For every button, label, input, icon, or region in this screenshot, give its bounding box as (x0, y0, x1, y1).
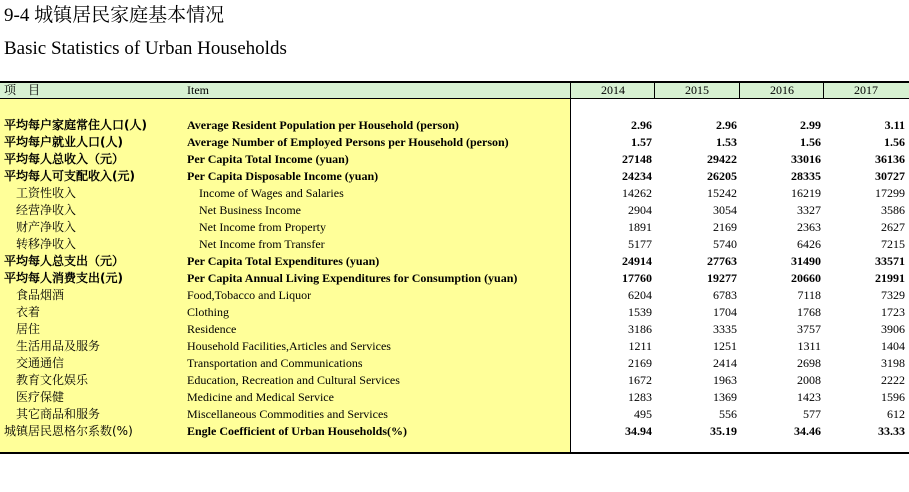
row-value-2015: 1704 (713, 305, 737, 319)
row-label-en: Clothing (187, 305, 230, 319)
row-value-2015: 26205 (707, 169, 737, 183)
row-value-2017: 3.11 (884, 118, 905, 132)
table-row (0, 423, 909, 440)
row-value-2015: 6783 (713, 288, 737, 302)
table-bottom-rule (0, 452, 909, 454)
row-label-cn: 工资性收入 (16, 186, 77, 200)
row-value-2016: 31490 (791, 254, 821, 268)
row-value-2014: 1211 (628, 339, 652, 353)
row-value-2016: 1311 (797, 339, 821, 353)
row-label-cn: 生活用品及服务 (16, 339, 101, 353)
row-value-2014: 17760 (622, 271, 652, 285)
row-label-en: Per Capita Annual Living Expenditures for Consumption (yuan) (187, 271, 518, 285)
row-value-2015: 5740 (713, 237, 737, 251)
row-value-2017: 7215 (881, 237, 905, 251)
row-value-2016: 33016 (791, 152, 821, 166)
row-value-2017: 3586 (881, 203, 905, 217)
row-value-2015: 3335 (713, 322, 737, 336)
row-value-2014: 2.96 (631, 118, 652, 132)
row-label-en: Net Income from Transfer (199, 237, 325, 251)
row-value-2014: 24234 (622, 169, 652, 183)
row-label-cn: 衣着 (16, 305, 41, 319)
row-value-2017: 3198 (881, 356, 905, 370)
row-value-2016: 2008 (797, 373, 821, 387)
row-label-cn: 转移净收入 (16, 237, 77, 251)
row-value-2017: 612 (887, 407, 905, 421)
row-value-2014: 495 (634, 407, 652, 421)
row-label-en: Food,Tobacco and Liquor (187, 288, 312, 302)
table-row (0, 355, 909, 372)
row-label-cn: 教育文化娱乐 (16, 373, 89, 387)
row-value-2014: 1672 (628, 373, 652, 387)
row-value-2014: 14262 (622, 186, 652, 200)
row-value-2017: 2627 (881, 220, 905, 234)
header-item-cn: 项 目 (4, 83, 41, 97)
row-value-2016: 3757 (797, 322, 821, 336)
row-value-2014: 1539 (628, 305, 652, 319)
row-label-cn: 平均每人总收入（元） (4, 152, 125, 166)
row-label-en: Net Business Income (199, 203, 301, 217)
row-value-2017: 1.56 (884, 135, 905, 149)
row-value-2014: 1.57 (631, 135, 652, 149)
row-label-en: Per Capita Disposable Income (yuan) (187, 169, 379, 183)
row-value-2015: 2.96 (716, 118, 737, 132)
row-value-2015: 556 (719, 407, 737, 421)
row-label-cn: 医疗保健 (16, 390, 65, 404)
row-value-2015: 19277 (707, 271, 737, 285)
row-label-cn: 其它商品和服务 (16, 407, 101, 421)
row-value-2017: 36136 (875, 152, 905, 166)
table-row (0, 236, 909, 253)
row-value-2014: 1283 (628, 390, 652, 404)
row-value-2017: 33.33 (878, 424, 905, 438)
table-row (0, 270, 909, 287)
row-label-en: Household Facilities,Articles and Services (187, 339, 391, 353)
table-row (0, 117, 909, 134)
table-row (0, 372, 909, 389)
row-value-2016: 2698 (797, 356, 821, 370)
row-label-en: Transportation and Communications (187, 356, 363, 370)
row-label-cn: 食品烟酒 (16, 288, 65, 302)
row-value-2017: 1404 (881, 339, 905, 353)
row-value-2015: 27763 (707, 254, 737, 268)
row-label-cn: 财产净收入 (16, 220, 77, 234)
table-row (0, 185, 909, 202)
table-row (0, 202, 909, 219)
header-year-2014: 2014 (570, 83, 655, 98)
row-value-2015: 3054 (713, 203, 737, 217)
row-value-2016: 7118 (797, 288, 821, 302)
row-value-2015: 2169 (713, 220, 737, 234)
row-value-2017: 1596 (881, 390, 905, 404)
row-value-2016: 1423 (797, 390, 821, 404)
row-value-2014: 2169 (628, 356, 652, 370)
row-value-2015: 1963 (713, 373, 737, 387)
row-label-cn: 平均每人可支配收入(元) (4, 169, 135, 183)
table-header-row (0, 83, 909, 99)
row-value-2015: 1369 (713, 390, 737, 404)
row-value-2017: 1723 (881, 305, 905, 319)
row-value-2016: 3327 (797, 203, 821, 217)
row-label-en: Miscellaneous Commodities and Services (187, 407, 388, 421)
row-value-2014: 34.94 (625, 424, 652, 438)
page-title-english: Basic Statistics of Urban Households (4, 38, 287, 59)
row-value-2017: 2222 (881, 373, 905, 387)
row-label-cn: 经营净收入 (16, 203, 77, 217)
row-value-2015: 1251 (713, 339, 737, 353)
row-label-en: Per Capita Total Income (yuan) (187, 152, 349, 166)
table-row (0, 253, 909, 270)
table-row (0, 304, 909, 321)
row-label-en: Average Number of Employed Persons per Household (person) (187, 135, 509, 149)
row-value-2016: 16219 (791, 186, 821, 200)
row-label-en: Net Income from Property (199, 220, 326, 234)
table-row (0, 287, 909, 304)
page-title-chinese: 9-4 城镇居民家庭基本情况 (4, 5, 225, 26)
row-value-2017: 33571 (875, 254, 905, 268)
row-label-cn: 城镇居民恩格尔系数(%) (4, 424, 133, 438)
row-value-2016: 1.56 (800, 135, 821, 149)
row-value-2017: 21991 (875, 271, 905, 285)
row-value-2014: 24914 (622, 254, 652, 268)
row-label-en: Residence (187, 322, 237, 336)
row-value-2016: 2363 (797, 220, 821, 234)
row-label-cn: 平均每户家庭常住人口(人) (4, 118, 147, 132)
row-label-en: Per Capita Total Expenditures (yuan) (187, 254, 380, 268)
row-value-2016: 577 (803, 407, 821, 421)
row-label-cn: 居住 (16, 322, 41, 336)
row-value-2014: 2904 (628, 203, 652, 217)
row-label-en: Average Resident Population per Household (person) (187, 118, 459, 132)
table-row (0, 338, 909, 355)
table-row (0, 168, 909, 185)
row-value-2017: 7329 (881, 288, 905, 302)
header-year-2015: 2015 (654, 83, 739, 98)
row-value-2014: 6204 (628, 288, 652, 302)
table-row (0, 134, 909, 151)
row-value-2017: 30727 (875, 169, 905, 183)
row-value-2015: 1.53 (716, 135, 737, 149)
row-value-2015: 35.19 (710, 424, 737, 438)
row-value-2014: 1891 (628, 220, 652, 234)
row-value-2016: 6426 (797, 237, 821, 251)
row-label-en: Engle Coefficient of Urban Households(%) (187, 424, 407, 438)
row-value-2016: 20660 (791, 271, 821, 285)
table-row (0, 321, 909, 338)
row-value-2014: 3186 (628, 322, 652, 336)
row-label-cn: 平均每户就业人口(人) (4, 135, 123, 149)
header-year-2017: 2017 (823, 83, 908, 98)
row-value-2016: 34.46 (794, 424, 821, 438)
row-label-en: Education, Recreation and Cultural Services (187, 373, 400, 387)
header-item-en: Item (187, 83, 209, 97)
row-value-2015: 29422 (707, 152, 737, 166)
row-label-cn: 平均每人消费支出(元) (4, 271, 123, 285)
row-value-2016: 28335 (791, 169, 821, 183)
row-value-2017: 3906 (881, 322, 905, 336)
row-label-cn: 交通通信 (16, 356, 65, 370)
row-value-2017: 17299 (875, 186, 905, 200)
row-label-en: Medicine and Medical Service (187, 390, 334, 404)
row-label-cn: 平均每人总支出（元） (4, 254, 125, 268)
table-row (0, 219, 909, 236)
row-value-2014: 27148 (622, 152, 652, 166)
table-row (0, 151, 909, 168)
row-value-2015: 2414 (713, 356, 737, 370)
row-label-en: Income of Wages and Salaries (199, 186, 344, 200)
row-value-2016: 2.99 (800, 118, 821, 132)
row-value-2015: 15242 (707, 186, 737, 200)
row-value-2016: 1768 (797, 305, 821, 319)
table-row (0, 406, 909, 423)
row-value-2014: 5177 (628, 237, 652, 251)
header-year-2016: 2016 (739, 83, 824, 98)
table-row (0, 389, 909, 406)
